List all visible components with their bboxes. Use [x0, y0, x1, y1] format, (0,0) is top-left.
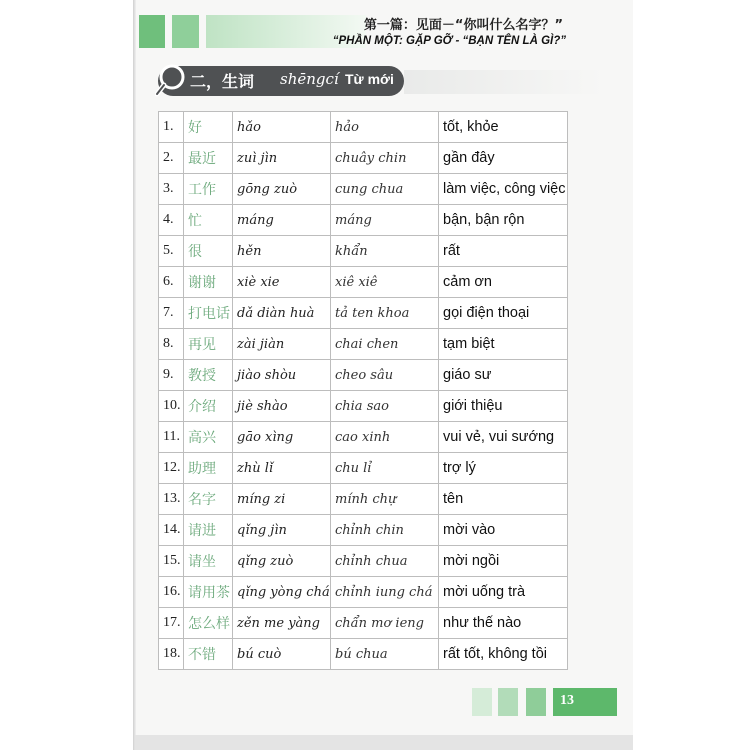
footer-decor-square-1 — [472, 688, 492, 716]
vocab-number: 13. — [159, 484, 184, 515]
vocab-number: 3. — [159, 174, 184, 205]
vocab-row — [159, 391, 568, 422]
vocab-meaning: mời ngồi — [439, 546, 568, 577]
section-title-pinyin: shēngcí — [280, 70, 339, 88]
vocab-pinyin: máng — [233, 205, 331, 236]
chapter-title-vietnamese: “PHẦN MỘT: GẶP GỠ - “BẠN TÊN LÀ GÌ?” — [332, 35, 566, 47]
header-decor-square-1 — [139, 15, 165, 48]
vocab-row — [159, 546, 568, 577]
vocab-number: 9. — [159, 360, 184, 391]
vocab-chinese: 很 — [184, 236, 233, 267]
vocab-chinese: 不错 — [184, 639, 233, 670]
page-number: 13 — [560, 693, 574, 708]
section-title-vietnamese: Từ mới — [345, 71, 394, 87]
vocab-row — [159, 422, 568, 453]
vocab-row — [159, 577, 568, 608]
vocab-pinyin: gōng zuò — [233, 174, 331, 205]
vocab-row — [159, 112, 568, 143]
vocab-row — [159, 298, 568, 329]
vocab-pinyin: qǐng jìn — [233, 515, 331, 546]
vocab-meaning: làm việc, công việc — [439, 174, 568, 205]
vocab-meaning: tốt, khỏe — [439, 112, 568, 143]
vocab-phonetic: chia sao — [331, 391, 439, 422]
vocab-pinyin: zuì jìn — [233, 143, 331, 174]
vocab-chinese: 名字 — [184, 484, 233, 515]
vocab-number: 14. — [159, 515, 184, 546]
vocab-row — [159, 360, 568, 391]
vocab-phonetic: cung chua — [331, 174, 439, 205]
vocab-row — [159, 608, 568, 639]
vocab-chinese: 助理 — [184, 453, 233, 484]
vocab-number: 1. — [159, 112, 184, 143]
vocab-meaning: tạm biệt — [439, 329, 568, 360]
vocab-chinese: 教授 — [184, 360, 233, 391]
vocab-phonetic: chẩn mơ ieng — [331, 608, 439, 639]
vocab-phonetic: khẩn — [331, 236, 439, 267]
header-decor-square-2 — [172, 15, 199, 48]
vocab-chinese: 谢谢 — [184, 267, 233, 298]
vocab-chinese: 怎么样 — [184, 608, 233, 639]
vocab-meaning: cảm ơn — [439, 267, 568, 298]
vocab-pinyin: qǐng zuò — [233, 546, 331, 577]
vocab-row — [159, 639, 568, 670]
vocab-meaning: tên — [439, 484, 568, 515]
vocab-meaning: gần đây — [439, 143, 568, 174]
vocab-pinyin: hǎo — [233, 112, 331, 143]
vocab-pinyin: zěn me yàng — [233, 608, 331, 639]
vocab-phonetic: tả ten khoa — [331, 298, 439, 329]
vocab-phonetic: cao xinh — [331, 422, 439, 453]
vocab-number: 4. — [159, 205, 184, 236]
vocab-number: 16. — [159, 577, 184, 608]
vocab-meaning: gọi điện thoại — [439, 298, 568, 329]
vocab-chinese: 最近 — [184, 143, 233, 174]
vocab-pinyin: zài jiàn — [233, 329, 331, 360]
vocab-number: 17. — [159, 608, 184, 639]
vocab-meaning: rất — [439, 236, 568, 267]
vocab-phonetic: chỉnh iung chá — [331, 577, 439, 608]
vocab-meaning: giáo sư — [439, 360, 568, 391]
vocab-row — [159, 267, 568, 298]
vocab-pinyin: bú cuò — [233, 639, 331, 670]
vocab-pinyin: hěn — [233, 236, 331, 267]
vocab-phonetic: cheo sâu — [331, 360, 439, 391]
vocab-phonetic: hảo — [331, 112, 439, 143]
vocab-meaning: bận, bận rộn — [439, 205, 568, 236]
section-title-chinese: 二，生词 — [190, 72, 255, 91]
vocab-row — [159, 453, 568, 484]
vocab-phonetic: chỉnh chin — [331, 515, 439, 546]
vocab-phonetic: chỉnh chua — [331, 546, 439, 577]
vocab-pinyin: jiè shào — [233, 391, 331, 422]
vocab-chinese: 请用茶 — [184, 577, 233, 608]
chapter-title-chinese: 第一篇：见面－“你叫什么名字？” — [363, 18, 563, 33]
section-banner-fade — [404, 70, 604, 94]
magnifier-icon — [155, 62, 187, 98]
vocab-phonetic: chai chen — [331, 329, 439, 360]
vocab-phonetic: mính chự — [331, 484, 439, 515]
vocab-chinese: 工作 — [184, 174, 233, 205]
vocab-phonetic: xiê xiê — [331, 267, 439, 298]
vocab-meaning: như thế nào — [439, 608, 568, 639]
vocab-phonetic: chuây chin — [331, 143, 439, 174]
vocab-pinyin: jiào shòu — [233, 360, 331, 391]
vocab-row — [159, 205, 568, 236]
vocab-pinyin: dǎ diàn huà — [233, 298, 331, 329]
vocab-chinese: 好 — [184, 112, 233, 143]
vocab-number: 8. — [159, 329, 184, 360]
page-bottom-shade — [135, 735, 633, 750]
vocab-number: 7. — [159, 298, 184, 329]
vocab-row — [159, 515, 568, 546]
vocab-chinese: 介绍 — [184, 391, 233, 422]
vocab-chinese: 高兴 — [184, 422, 233, 453]
page-spine-shadow — [133, 0, 136, 750]
vocab-meaning: trợ lý — [439, 453, 568, 484]
vocab-row — [159, 329, 568, 360]
vocab-row — [159, 174, 568, 205]
vocab-chinese: 打电话 — [184, 298, 233, 329]
vocab-number: 5. — [159, 236, 184, 267]
vocab-row — [159, 484, 568, 515]
vocab-meaning: giới thiệu — [439, 391, 568, 422]
vocab-row — [159, 143, 568, 174]
vocab-meaning: mời vào — [439, 515, 568, 546]
vocab-pinyin: míng zi — [233, 484, 331, 515]
vocab-meaning: mời uống trà — [439, 577, 568, 608]
vocab-number: 2. — [159, 143, 184, 174]
vocab-chinese: 请进 — [184, 515, 233, 546]
vocab-number: 15. — [159, 546, 184, 577]
vocab-chinese: 请坐 — [184, 546, 233, 577]
vocab-phonetic: máng — [331, 205, 439, 236]
vocab-number: 18. — [159, 639, 184, 670]
vocab-pinyin: qǐng yòng chá — [233, 577, 331, 608]
vocab-meaning: vui vẻ, vui sướng — [439, 422, 568, 453]
vocab-pinyin: gāo xìng — [233, 422, 331, 453]
vocab-number: 6. — [159, 267, 184, 298]
vocab-number: 12. — [159, 453, 184, 484]
vocab-chinese: 忙 — [184, 205, 233, 236]
vocabulary-table — [158, 111, 568, 670]
vocab-phonetic: chu lỉ — [331, 453, 439, 484]
vocab-pinyin: zhù lǐ — [233, 453, 331, 484]
vocab-row — [159, 236, 568, 267]
footer-decor-square-3 — [526, 688, 546, 716]
vocab-chinese: 再见 — [184, 329, 233, 360]
footer-decor-square-2 — [498, 688, 518, 716]
vocab-number: 11. — [159, 422, 184, 453]
vocab-number: 10. — [159, 391, 184, 422]
vocab-pinyin: xiè xie — [233, 267, 331, 298]
vocab-meaning: rất tốt, không tồi — [439, 639, 568, 670]
vocab-phonetic: bú chua — [331, 639, 439, 670]
